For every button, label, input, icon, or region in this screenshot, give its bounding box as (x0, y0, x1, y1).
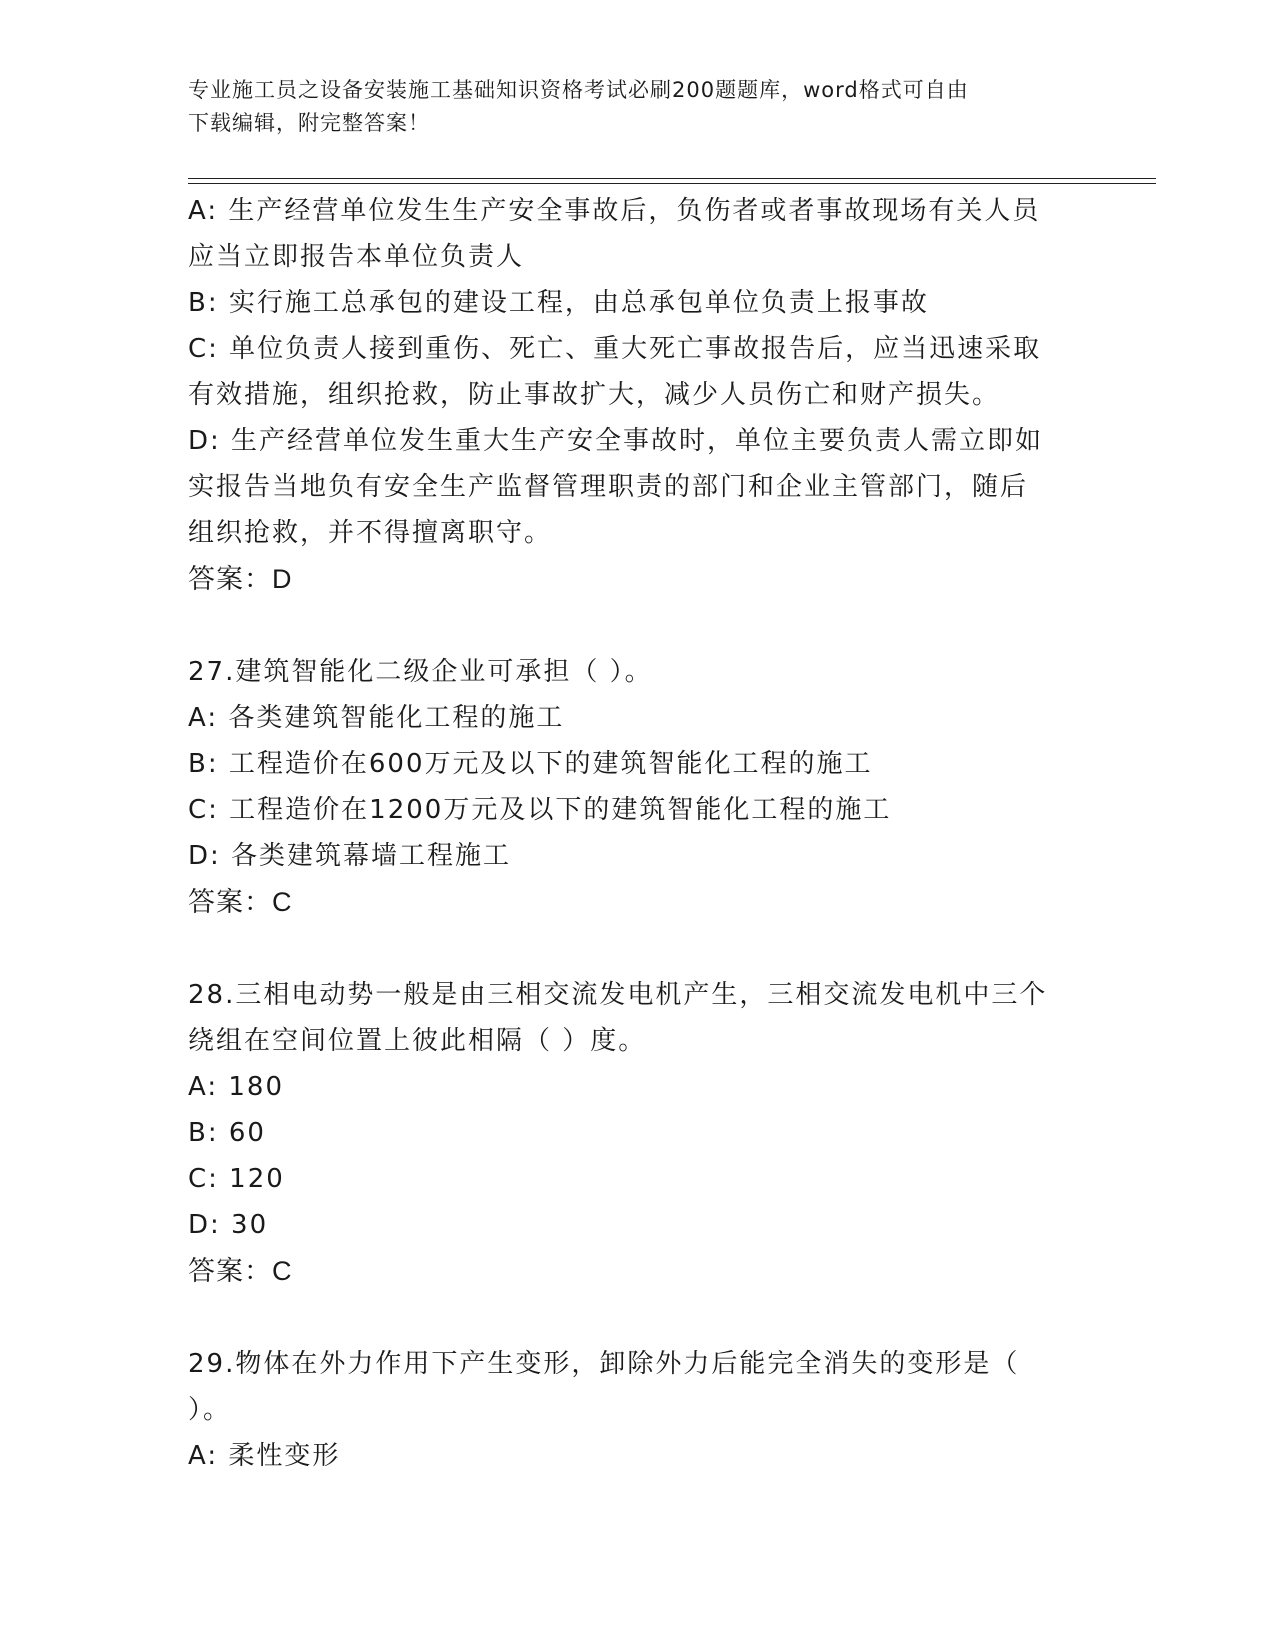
question-text-line-1: 29.物体在外力作用下产生变形，卸除外力后能完全消失的变形是（ (188, 1349, 1020, 1379)
question-27 (188, 649, 1068, 925)
option-a: A: 180 (188, 1072, 284, 1102)
option-d-line-1: D: 生产经营单位发生重大生产安全事故时，单位主要负责人需立即如 (188, 426, 1044, 456)
spacer (188, 1294, 1068, 1341)
question-text: 27.建筑智能化二级企业可承担（ ）。 (188, 657, 653, 687)
answer: 答案：C (188, 887, 293, 917)
option-c-line-2: 有效措施，组织抢救，防止事故扩大，减少人员伤亡和财产损失。 (188, 380, 1001, 410)
question-26-options (188, 188, 1068, 602)
option-d: D: 30 (188, 1210, 269, 1240)
header-divider-bottom (188, 183, 1156, 184)
answer: 答案：C (188, 1256, 293, 1286)
option-c-line-1: C: 单位负责人接到重伤、死亡、重大死亡事故报告后，应当迅速采取 (188, 334, 1042, 364)
question-28 (188, 972, 1068, 1294)
question-content (188, 188, 1068, 1479)
spacer (188, 925, 1068, 972)
header-line-1: 专业施工员之设备安装施工基础知识资格考试必刷200题题库，word格式可自由 (188, 78, 969, 102)
question-text-line-2: ）。 (188, 1395, 232, 1425)
option-a-line-1: A: 生产经营单位发生生产安全事故后，负伤者或者事故现场有关人员 (188, 196, 1041, 226)
option-d-line-2: 实报告当地负有安全生产监督管理职责的部门和企业主管部门，随后 (188, 472, 1029, 502)
header-divider-top (188, 178, 1156, 179)
question-text-line-1: 28.三相电动势一般是由三相交流发电机产生，三相交流发电机中三个 (188, 980, 1048, 1010)
option-b: B: 实行施工总承包的建设工程，由总承包单位负责上报事故 (188, 288, 929, 318)
option-a: A: 各类建筑智能化工程的施工 (188, 703, 565, 733)
document-header (188, 74, 1068, 140)
option-b: B: 60 (188, 1118, 266, 1148)
question-29 (188, 1341, 1068, 1479)
answer: 答案：D (188, 564, 293, 594)
option-d: D: 各类建筑幕墙工程施工 (188, 841, 512, 871)
option-c: C: 120 (188, 1164, 285, 1194)
option-a-line-2: 应当立即报告本单位负责人 (188, 242, 525, 272)
option-b: B: 工程造价在600万元及以下的建筑智能化工程的施工 (188, 749, 873, 779)
option-c: C: 工程造价在1200万元及以下的建筑智能化工程的施工 (188, 795, 892, 825)
question-text-line-2: 绕组在空间位置上彼此相隔（ ）度。 (188, 1026, 647, 1056)
spacer (188, 602, 1068, 649)
header-line-2: 下载编辑，附完整答案！ (188, 111, 430, 135)
option-d-line-3: 组织抢救，并不得擅离职守。 (188, 518, 553, 548)
option-a: A: 柔性变形 (188, 1441, 341, 1471)
